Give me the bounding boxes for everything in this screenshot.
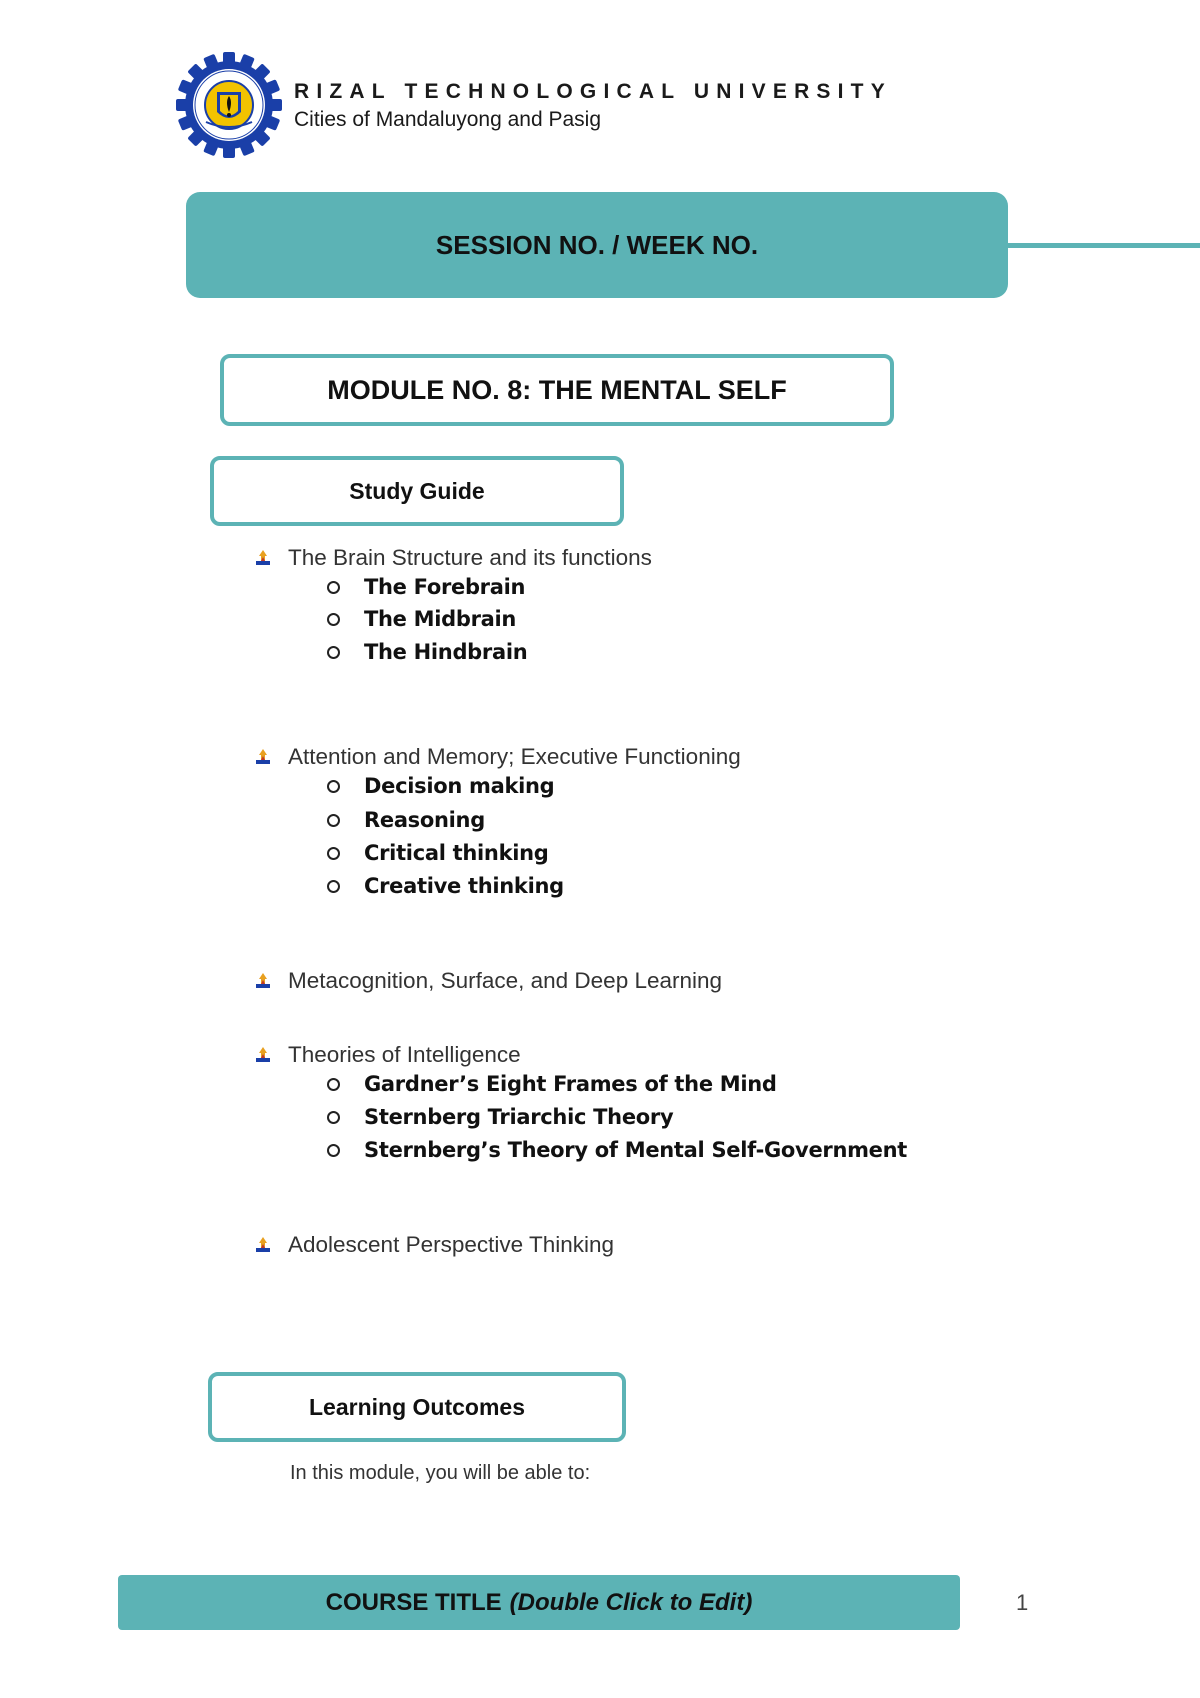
university-subtitle: Cities of Mandaluyong and Pasig [294, 108, 602, 131]
subtopic-item [327, 774, 554, 798]
topic-title: Theories of Intelligence [288, 1042, 521, 1067]
subtopic-item [327, 640, 527, 664]
arrow-bullet-icon [254, 748, 272, 766]
subtopic-text: The Hindbrain [364, 640, 528, 664]
university-logo [176, 52, 282, 158]
topic-item [254, 1042, 521, 1068]
subtopic-text: Reasoning [364, 808, 485, 832]
subtopic-text: Sternberg’s Theory of Mental Self-Government [364, 1138, 908, 1162]
subtopic-text: Sternberg Triarchic Theory [364, 1105, 674, 1129]
topic-title: The Brain Structure and its functions [288, 545, 652, 570]
subtopic-item [327, 808, 485, 832]
arrow-bullet-icon [254, 1236, 272, 1254]
module-title: MODULE NO. 8: THE MENTAL SELF [327, 374, 787, 405]
circle-bullet-icon [327, 814, 340, 827]
subtopic-item [327, 874, 564, 898]
subtopic-item [327, 1138, 907, 1162]
subtopic-item [327, 841, 549, 865]
course-title-bar[interactable] [118, 1575, 960, 1630]
subtopic-text: The Midbrain [364, 607, 517, 631]
study-guide-box [210, 456, 624, 526]
university-name: RIZAL TECHNOLOGICAL UNIVERSITY [294, 80, 892, 103]
circle-bullet-icon [327, 1111, 340, 1124]
circle-bullet-icon [327, 847, 340, 860]
topic-title: Adolescent Perspective Thinking [288, 1232, 615, 1257]
subtopic-text: The Forebrain [364, 575, 526, 599]
circle-bullet-icon [327, 1078, 340, 1091]
topic-item [254, 744, 741, 770]
subtopic-item [327, 575, 525, 599]
subtopic-text: Creative thinking [364, 874, 564, 898]
circle-bullet-icon [327, 646, 340, 659]
circle-bullet-icon [327, 1144, 340, 1157]
course-title: COURSE TITLE [325, 1588, 502, 1616]
course-title-hint: (Double Click to Edit) [509, 1588, 753, 1616]
arrow-bullet-icon [254, 1046, 272, 1064]
subtopic-text: Gardner’s Eight Frames of the Mind [364, 1072, 777, 1096]
arrow-bullet-icon [254, 972, 272, 990]
session-connector-line [1006, 243, 1200, 248]
subtopic-item [327, 607, 516, 631]
subtopic-text: Critical thinking [364, 841, 549, 865]
learning-outcomes-label: Learning Outcomes [309, 1393, 525, 1420]
session-label: SESSION NO. / WEEK NO. [435, 229, 759, 260]
topic-title: Attention and Memory; Executive Functioning [288, 744, 741, 769]
arrow-bullet-icon [254, 549, 272, 567]
learning-outcomes-box [208, 1372, 626, 1442]
subtopic-item [327, 1072, 777, 1096]
topic-item [254, 968, 722, 994]
session-banner [186, 192, 1008, 298]
topic-item [254, 1232, 614, 1258]
topic-item [254, 545, 652, 571]
subtopic-item [327, 1105, 673, 1129]
page-number: 1 [1016, 1590, 1029, 1615]
circle-bullet-icon [327, 780, 340, 793]
module-title-box [220, 354, 894, 426]
circle-bullet-icon [327, 880, 340, 893]
topic-title: Metacognition, Surface, and Deep Learning [288, 968, 723, 993]
subtopic-text: Decision making [364, 774, 555, 798]
circle-bullet-icon [327, 613, 340, 626]
learning-outcomes-intro: In this module, you will be able to: [290, 1462, 591, 1484]
study-guide-label: Study Guide [349, 477, 485, 504]
circle-bullet-icon [327, 581, 340, 594]
